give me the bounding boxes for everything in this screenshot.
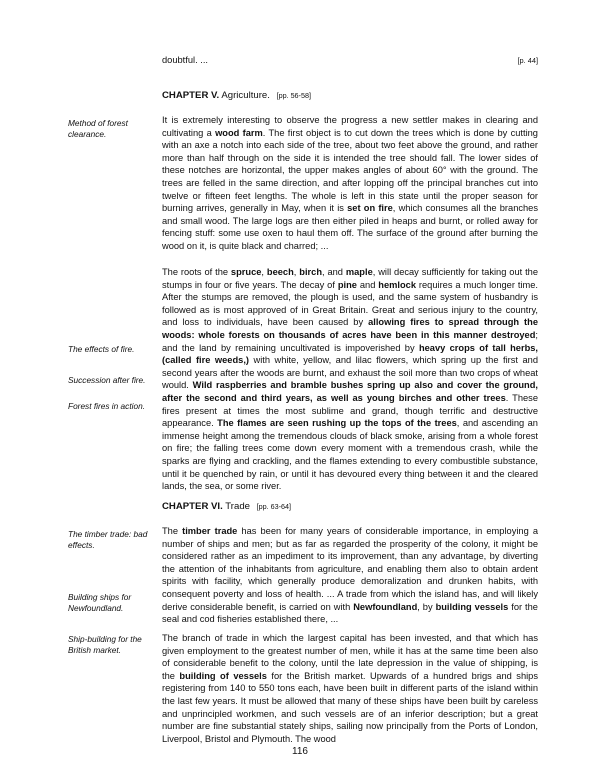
page-number: 116: [292, 746, 308, 757]
chapter-page-range: [pp. 63-64]: [256, 502, 292, 511]
margin-note: The timber trade: bad effects.: [68, 529, 148, 550]
chapter-title: Trade: [225, 501, 250, 512]
page-reference: [p. 44]: [517, 56, 538, 65]
chapter-page-range: [pp. 56-58]: [276, 91, 311, 100]
chapter-number: CHAPTER V.: [162, 90, 220, 101]
chapter-title: Agriculture.: [221, 90, 270, 101]
chapter-heading: [162, 90, 311, 101]
body-paragraph: The roots of the spruce, beech, birch, and maple, will decay sufficiently for taking out the stumps in four or five years. The decay of pine and hemlock requires a much longer time. After the stumps are removed, the plough is used, and the same system of husbandry is followed as is most approved of in Great Britain. Great and serious injury to the country, and loss to individuals, have been caused by allowing fires to spread through the woods: whole forests on thousands of acres have been in this manner destroyed; and the land by remaining uncultivated is impoverished by heavy crops of tall herbs, (called fire weeds,) with white, yellow, and lilac flowers, which spring up the first and second years after the woods are burnt, and exhaust the soil more than two crops of wheat would. Wild raspberries and bramble bushes spring up also and cover the ground, after the second and third years, as well as young birches and other trees. These fires present at times the most sublime and grand, though terrific and destructive appearance. The flames are seen rushing up the tops of the trees, and ascending an immense height among the tremendous clouds of black smoke, arising from a whole forest on fire; the falling trees come down every moment with a tremendous crash, while the sparks are flying and crackling, and the flames extending to every combustible substance, until it be quenched by rain, or until it has devoured every thing between it and the cleared lands, the sea, or some river.: [162, 267, 539, 492]
margin-note: Forest fires in action.: [68, 401, 146, 411]
margin-note: Building ships for Newfoundland.: [68, 592, 132, 613]
margin-note: Method of forest clearance.: [68, 118, 128, 139]
body-paragraph: The timber trade has been for many years of considerable importance, in employing a number of ships and men; but as far as regarded the prosperity of the colony, it might be considered rather as an impediment to its improvement, than any advantage, by diverting the attention of the inhabitants from agriculture, and enabling them also to obtain ardent spirits with facility, which generally produce demoralization and drunken habits, with consequent poverty and loss of health. ... A trade from which the island has, and will likely derive considerable benefit, is carried on with Newfoundland, by building vessels for the seal and cod fisheries established there, ...: [162, 526, 539, 625]
margin-note: Ship-building for the British market.: [68, 634, 142, 655]
body-paragraph: It is extremely interesting to observe the progress a new settler makes in clearing and cultivating a wood farm. The first object is to cut down the trees which is done by cutting with an axe a notch into each side of the tree, about two feet above the ground, and rather more than half through on the side it is intended the tree should fall. The lower sides of these notches are horizontal, the upper makes angles of about 60° with the ground. The trees are felled in the same direction, and after lopping off the principal branches cut into twelve or fifteen feet lengths. The whole is left in this state until the proper season for burning arrives, generally in May, when it is set on fire, which consumes all the branches and small wood. The large logs are then either piled in heaps and burnt, or rolled away for fencing stuff: some use oxen to haul them off. The surface of the ground after burning the wood on it, is quite black and charred; ...: [162, 115, 538, 251]
margin-note: Succession after fire.: [68, 375, 146, 385]
body-paragraph: The branch of trade in which the largest capital has been invested, and that which has given employment to the greatest number of men, while it has at the same time been also of considerable benefit to the colony, until the late depression in the value of shipping, is the building of vessels for the British market. Upwards of a hundred brigs and ships registering from 140 to 550 tons each, have been built in different parts of the island within the last few years. It must be allowed that many of these ships have been built by careless and unprincipled workmen, and such vessels are of an inferior description; but a great number are fine substantial stately ships, sailing now principally from the Ports of London, Liverpool, Bristol and Plymouth. The wood: [162, 633, 538, 744]
chapter-heading: [162, 501, 291, 512]
margin-note: The effects of fire.: [68, 344, 135, 354]
carryover-text: doubtful. ...: [162, 55, 208, 65]
chapter-number: CHAPTER VI.: [162, 501, 223, 512]
